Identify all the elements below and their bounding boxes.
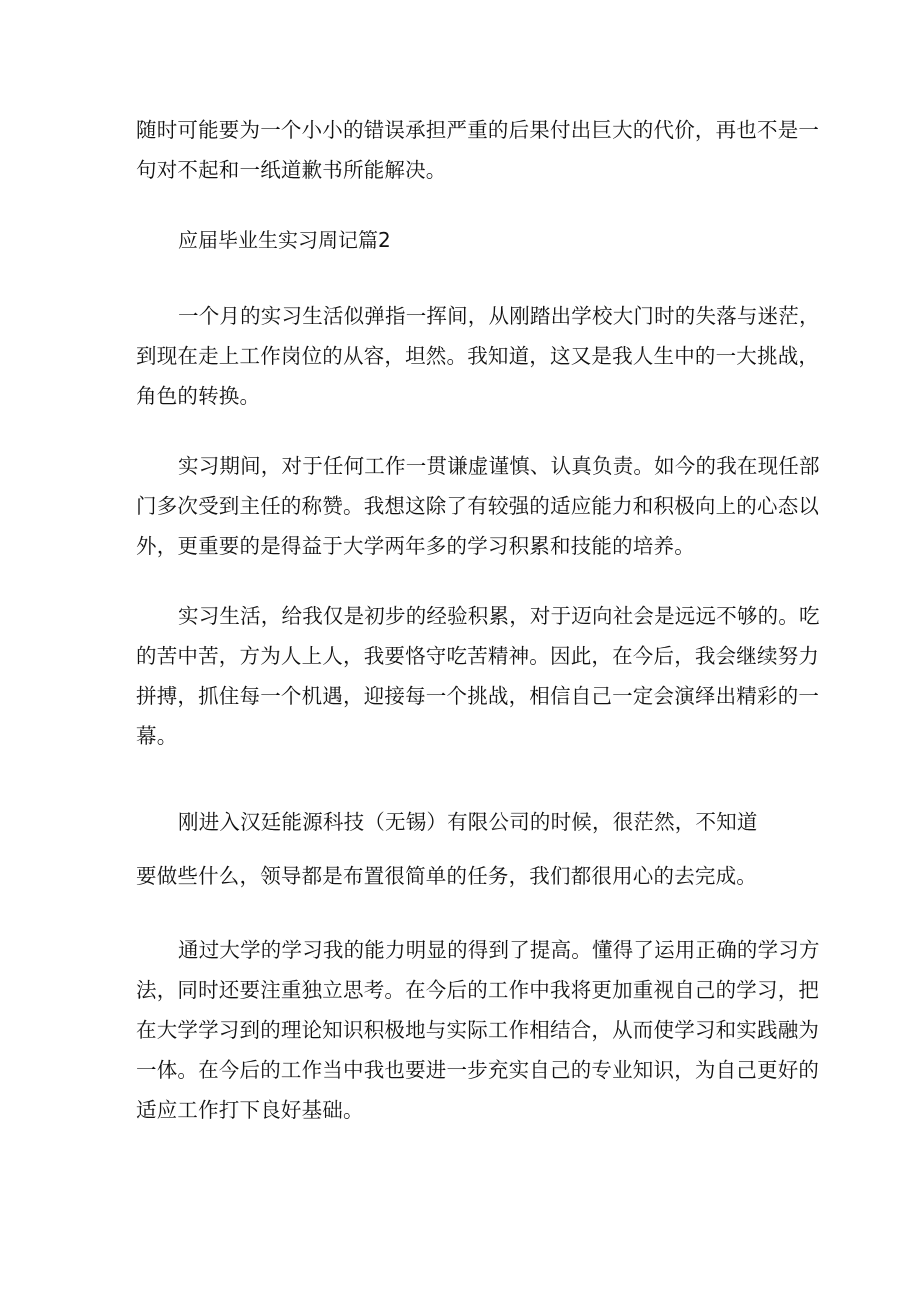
text-line: 随时可能要为一个小小的错误承担严重的后果付出巨大的代价，再也不是一	[136, 118, 820, 142]
paragraph-internship-period	[136, 446, 820, 566]
text-line: 法，同时还要注重独立思考。在今后的工作中我将更加重视自己的学习，把	[136, 978, 820, 1002]
text-line: 在大学学习到的理论知识积极地与实际工作相结合，从而使学习和实践融为	[136, 1018, 820, 1042]
paragraph-company	[136, 802, 796, 896]
text-line: 实习期间，对于任何工作一贯谦虚谨慎、认真负责。如今的我在现任部	[178, 454, 820, 478]
text-line: 幕。	[136, 724, 178, 748]
text-line: 适应工作打下良好基础。	[136, 1098, 364, 1122]
text-line: 刚进入汉廷能源科技（无锡）有限公司的时候，很茫然，不知道	[178, 810, 758, 834]
paragraph-intro	[136, 296, 820, 416]
text-line: 实习生活，给我仅是初步的经验积累，对于迈向社会是远远不够的。吃	[178, 604, 820, 628]
text-line: 一个月的实习生活似弹指一挥间，从刚踏出学校大门时的失落与迷茫，	[178, 304, 820, 328]
paragraph-continuation	[136, 110, 820, 190]
text-line: 一体。在今后的工作当中我也要进一步充实自己的专业知识，为自己更好的	[136, 1058, 820, 1082]
document-body	[136, 110, 820, 1160]
text-line: 句对不起和一纸道歉书所能解决。	[136, 158, 447, 182]
section-heading: 应届毕业生实习周记篇2	[178, 228, 391, 252]
text-line: 通过大学的学习我的能力明显的得到了提高。懂得了运用正确的学习方	[178, 938, 820, 962]
text-line: 外，更重要的是得益于大学两年多的学习积累和技能的培养。	[136, 534, 695, 558]
text-line: 的苦中苦，方为人上人，我要恪守吃苦精神。因此，在今后，我会继续努力	[136, 644, 820, 668]
text-line: 要做些什么，领导都是布置很简单的任务，我们都很用心的去完成。	[136, 864, 757, 888]
text-line: 角色的转换。	[136, 384, 261, 408]
paragraph-university-study	[136, 930, 820, 1130]
text-line: 门多次受到主任的称赞。我想这除了有较强的适应能力和积极向上的心态以	[136, 494, 820, 518]
paragraph-internship-life	[136, 596, 820, 756]
text-line: 到现在走上工作岗位的从容，坦然。我知道，这又是我人生中的一大挑战，	[136, 344, 820, 368]
text-line: 拼搏，抓住每一个机遇，迎接每一个挑战，相信自己一定会演绎出精彩的一	[136, 684, 820, 708]
